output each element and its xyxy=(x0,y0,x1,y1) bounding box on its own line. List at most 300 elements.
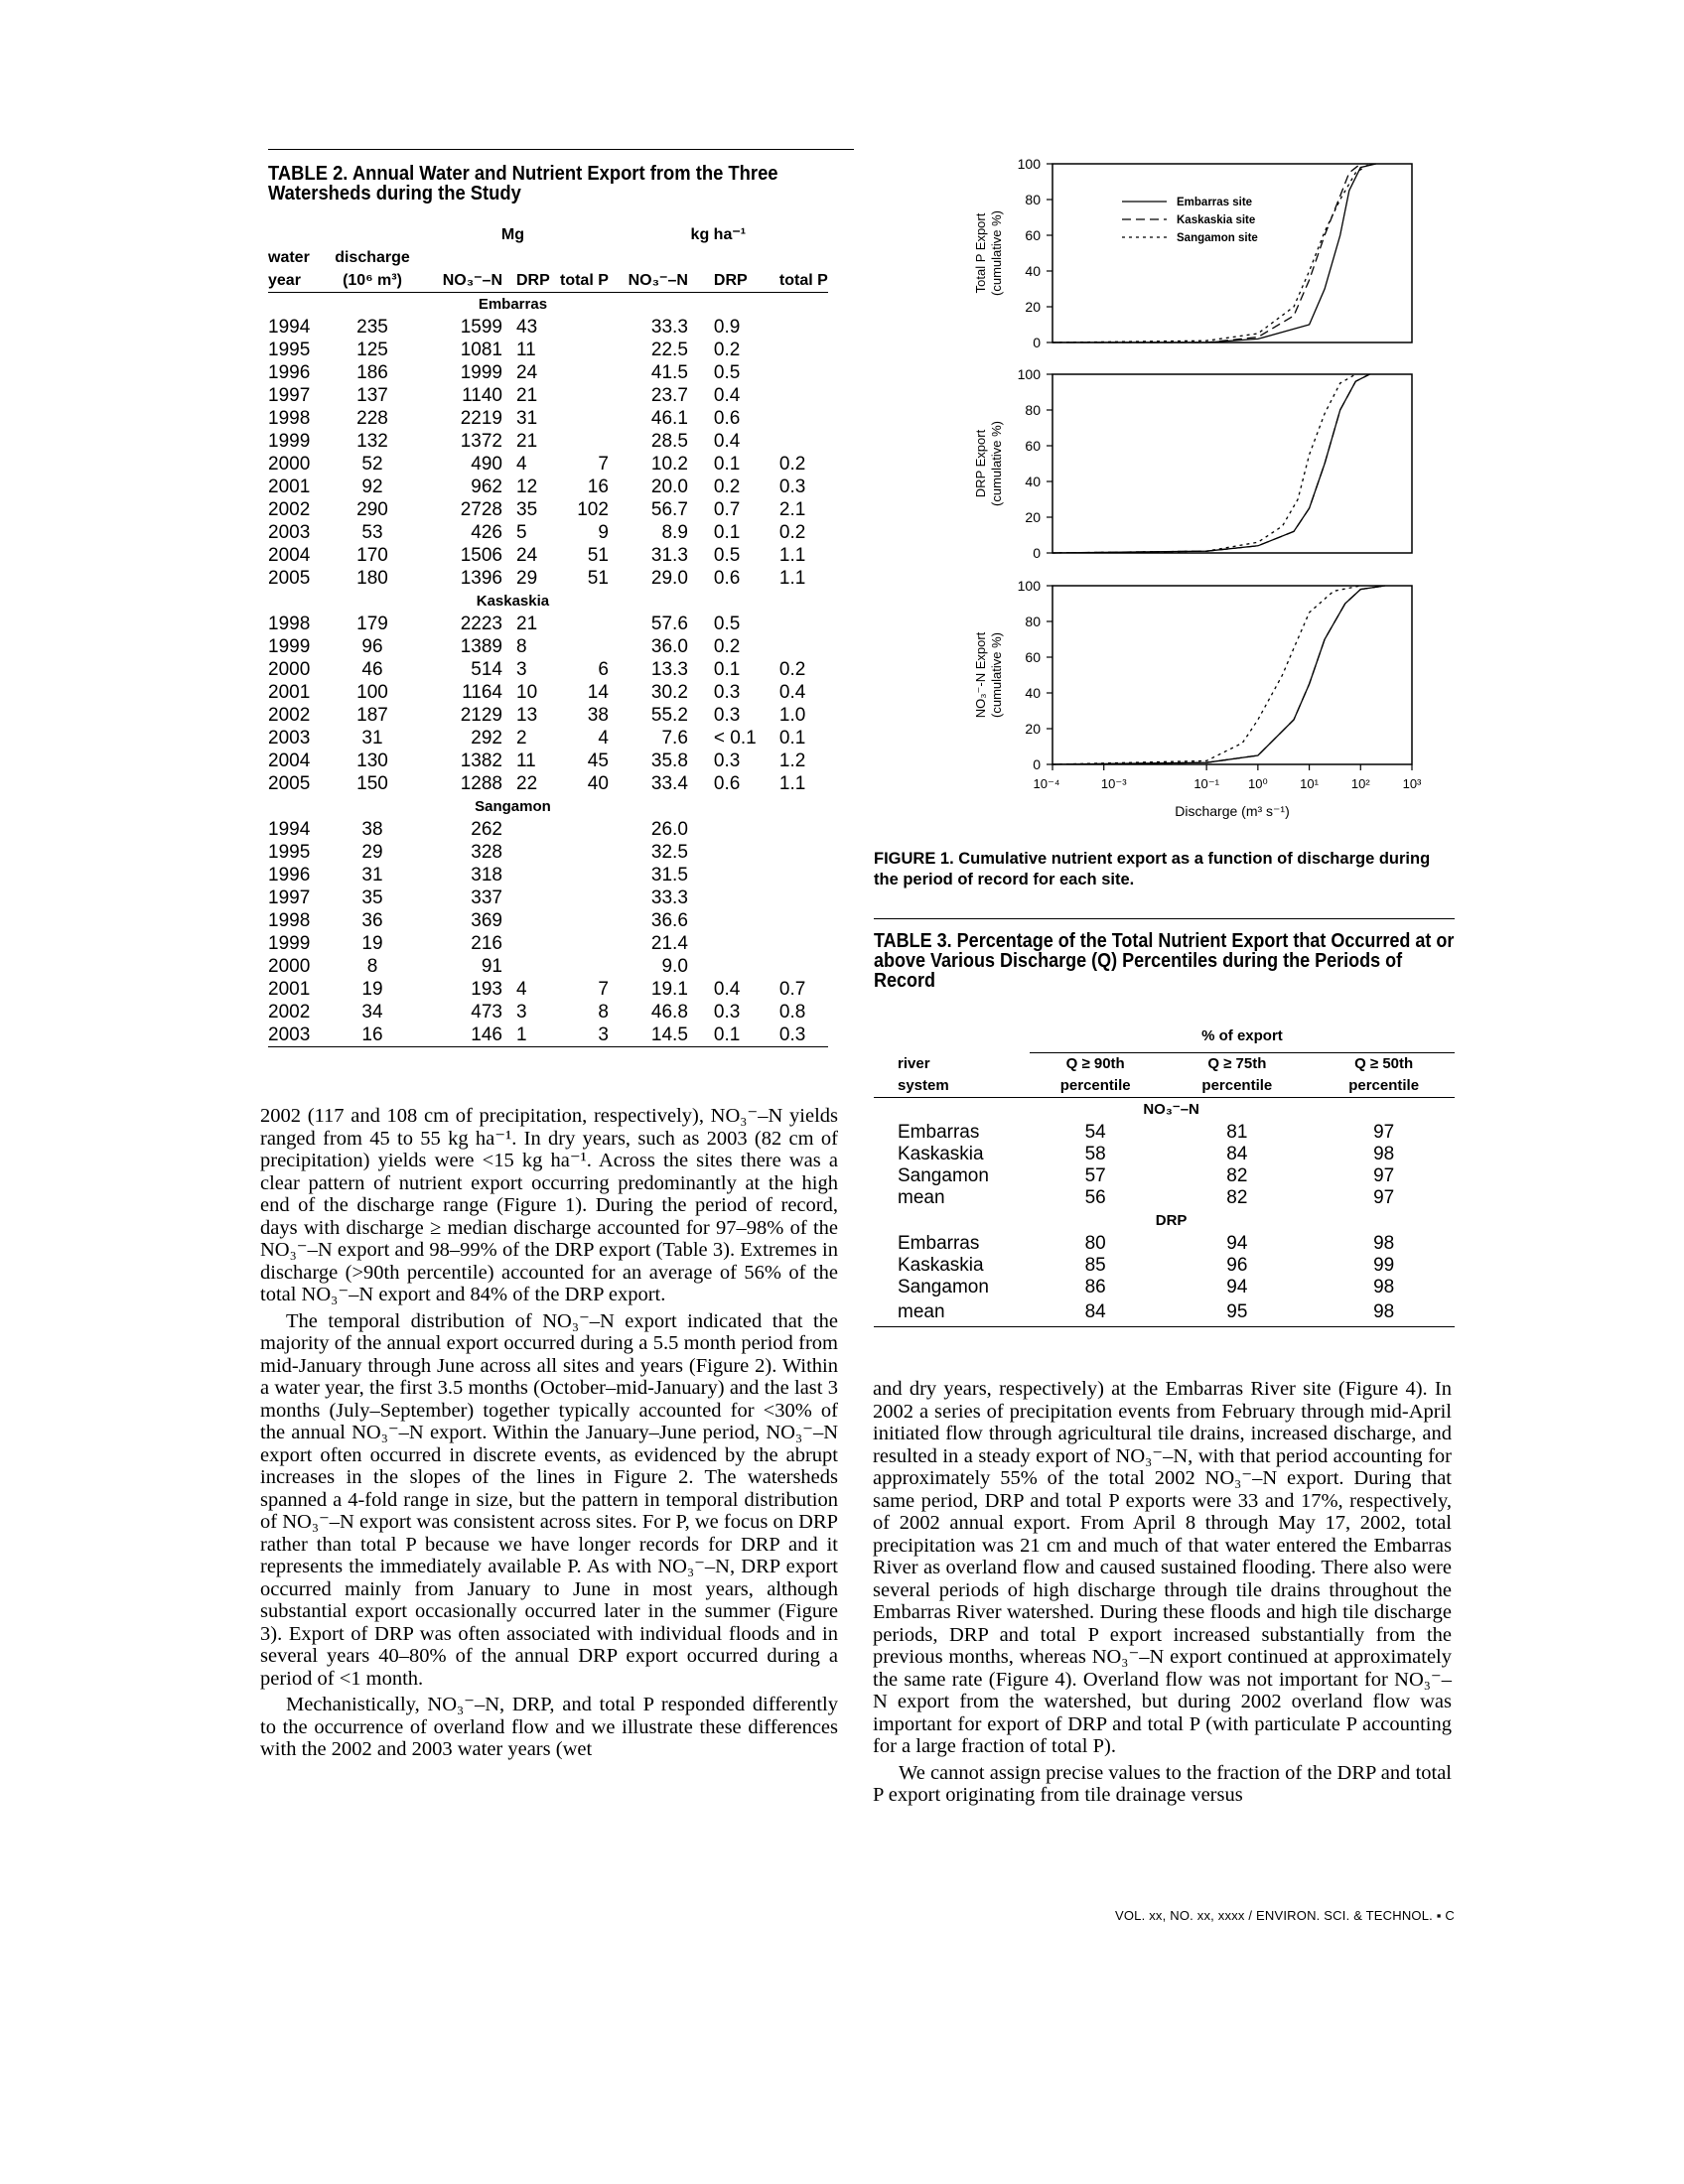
table-cell: 180 xyxy=(356,567,388,589)
table-cell: 0.5 xyxy=(713,613,741,634)
table-cell: 2000 xyxy=(268,658,311,680)
table-cell: 2728 xyxy=(460,498,502,520)
table-cell: 1.1 xyxy=(778,772,806,794)
table-cell: 19.1 xyxy=(650,978,688,1000)
col-system: system xyxy=(874,1075,1030,1098)
table-cell xyxy=(779,635,828,658)
y-tick-label: 20 xyxy=(1025,721,1041,737)
table-cell: 96 xyxy=(361,635,383,657)
y-tick-label: 40 xyxy=(1025,685,1041,701)
table-cell: 1995 xyxy=(268,339,311,360)
table-cell: 1288 xyxy=(460,772,502,794)
table-cell: < 0.1 xyxy=(713,727,757,749)
table-cell: 3 xyxy=(516,658,527,680)
percent-export-header: % of export xyxy=(1030,1021,1455,1053)
table-cell: 10 xyxy=(516,681,538,703)
table-cell xyxy=(508,909,560,932)
table-cell: 30.2 xyxy=(650,681,688,703)
table-cell: 22.5 xyxy=(650,339,688,360)
series-line-embarras-site xyxy=(1052,374,1369,553)
table-cell: 1.1 xyxy=(778,544,806,566)
col-kg-no3n: NO₃⁻–N xyxy=(609,269,700,293)
table-cell xyxy=(508,932,560,955)
table-cell: 13.3 xyxy=(650,658,688,680)
figure-1-caption: FIGURE 1. Cumulative nutrient export as a function of discharge during the period of record for each site. xyxy=(874,850,1431,888)
table-row xyxy=(268,681,828,704)
table-row xyxy=(268,567,828,590)
table-cell: 2129 xyxy=(460,704,502,726)
table-cell: 1998 xyxy=(268,909,311,931)
table-cell: 56.7 xyxy=(650,498,688,520)
table-3-title: TABLE 3. Percentage of the Total Nutrient Export that Occurred at or above Various Discharge (Q) Percentiles during the Periods of Record xyxy=(874,930,1455,992)
table-cell: 58 xyxy=(1084,1144,1106,1164)
table-cell: 28.5 xyxy=(650,430,688,452)
table-cell: 2001 xyxy=(268,978,311,1000)
table-cell xyxy=(779,909,828,932)
table-cell: 0.3 xyxy=(713,1001,741,1023)
y-tick-label: 60 xyxy=(1025,227,1041,243)
group-label: Kaskaskia xyxy=(476,592,550,610)
table-cell xyxy=(560,841,609,864)
table-cell: 328 xyxy=(471,841,502,863)
table-row xyxy=(268,498,828,521)
table-cell: 51 xyxy=(587,567,609,589)
x-tick-label: 10⁻³ xyxy=(1100,776,1127,791)
table-cell: 91 xyxy=(481,955,502,977)
table-cell: 102 xyxy=(577,498,609,520)
table-cell: 0.4 xyxy=(778,681,806,703)
x-tick-label: 10⁻⁴ xyxy=(1033,776,1060,791)
table-row xyxy=(268,932,828,955)
unit-mg: Mg xyxy=(500,225,524,243)
table-cell: 2001 xyxy=(268,476,311,497)
table-cell: 187 xyxy=(356,704,388,726)
table-top-rule xyxy=(268,149,854,150)
paragraph: and dry years, respectively) at the Embarras River site (Figure 4). In 2002 a series of precipitation events from February through mid-April initiated flow through agricultural tile drains, increased discharge, and resulted in a steady export of NO₃⁻–N, with that period accounting for approximately 55% of the total 2002 NO₃⁻–N export. During that same period, DRP and total P exports were 33 and 17%, respectively, of 2002 annual export. From April 8 through May 17, 2002, total precipitation was 21 cm and much of that water entered the Embarras River as overland flow and caused sustained flooding. There also were several periods of high discharge through tile drains throughout the Embarras River watershed. During these floods and high tile discharge periods, DRP and total P export increased substantially from the previous months, whereas NO₃⁻–N export continued at approximately the same rate (Figure 4). Overland flow was not important for NO₃⁻–N export from the watershed, but during 2002 overland flow was important for export of DRP and total P (with particulate P accounting for a large fraction of total P). xyxy=(873,1378,1452,1757)
table-cell: 31 xyxy=(361,727,383,749)
table-cell: 0.1 xyxy=(700,1024,779,1047)
table-cell: 0.3 xyxy=(778,476,806,497)
table-cell: 57 xyxy=(1084,1165,1106,1186)
table-cell: 0.1 xyxy=(713,658,741,680)
table-cell: 96 xyxy=(1226,1255,1248,1276)
table-cell: 2219 xyxy=(460,407,502,429)
table-row xyxy=(874,1233,1455,1255)
table-cell xyxy=(700,887,779,909)
table-row xyxy=(268,818,828,841)
table-top-rule xyxy=(874,918,1455,919)
table-row xyxy=(268,978,828,1001)
table-cell: 34 xyxy=(361,1001,383,1023)
table-2-grid xyxy=(268,223,828,1047)
table-cell: 0.7 xyxy=(713,498,741,520)
series-line-embarras-site xyxy=(1052,164,1376,342)
table-cell: 216 xyxy=(471,932,502,954)
col-mg-no3n: NO₃⁻–N xyxy=(417,269,508,293)
y-tick-label: 40 xyxy=(1025,474,1041,489)
table-cell: 10.2 xyxy=(650,453,688,475)
table-cell: 80 xyxy=(1084,1233,1106,1254)
col-mg-totalp: total P xyxy=(560,269,609,293)
table-cell: 92 xyxy=(361,476,383,497)
unit-kg: kg ha⁻¹ xyxy=(690,225,747,243)
x-tick-label: 10² xyxy=(1350,776,1370,791)
right-column-text xyxy=(873,1378,1452,1807)
table-cell: 1164 xyxy=(462,681,502,703)
table-group-row xyxy=(268,293,828,317)
table-cell: 12 xyxy=(516,476,538,497)
table-cell: 9 xyxy=(598,521,609,543)
table-row xyxy=(268,704,828,727)
table-cell: 29.0 xyxy=(650,567,688,589)
table-row xyxy=(268,384,828,407)
table-row xyxy=(268,521,828,544)
table-cell xyxy=(560,407,609,430)
table-cell: 2003 xyxy=(268,727,311,749)
col-year: year xyxy=(268,269,328,293)
series-line-sangamon-site xyxy=(1052,586,1360,764)
table-cell: 1998 xyxy=(268,613,311,634)
table-cell: 53 xyxy=(361,521,383,543)
table-cell: Kaskaskia xyxy=(898,1144,984,1164)
table-cell xyxy=(779,932,828,955)
table-cell: 35 xyxy=(361,887,383,908)
y-tick-label: 60 xyxy=(1025,438,1041,454)
y-tick-label: 100 xyxy=(1017,156,1041,172)
y-tick-label: 100 xyxy=(1017,578,1041,594)
table-cell xyxy=(779,430,828,453)
series-line-sangamon-site xyxy=(1052,374,1355,553)
table-cell: 46.1 xyxy=(650,407,688,429)
table-cell: 16 xyxy=(587,476,609,497)
table-cell: 262 xyxy=(471,818,502,840)
table-cell: 6 xyxy=(598,658,609,680)
table-cell: 0.6 xyxy=(713,407,741,429)
table-cell: 14 xyxy=(587,681,609,703)
table-row xyxy=(268,841,828,864)
table-row xyxy=(268,864,828,887)
table-cell: 2.1 xyxy=(778,498,806,520)
table-cell: 2002 xyxy=(268,498,311,520)
table-cell: 1372 xyxy=(460,430,502,452)
table-row xyxy=(874,1165,1455,1187)
y-tick-label: 0 xyxy=(1033,335,1041,350)
x-axis-label: Discharge (m³ s⁻¹) xyxy=(1175,803,1290,819)
table-cell: 98 xyxy=(1313,1298,1455,1327)
col-water: water xyxy=(268,248,310,266)
table-cell xyxy=(700,955,779,978)
table-cell: 24 xyxy=(516,361,538,383)
table-cell: 1599 xyxy=(460,316,502,338)
col-kg-drp: DRP xyxy=(700,269,779,293)
table-cell: 7.6 xyxy=(661,727,688,749)
table-cell: 2001 xyxy=(268,681,311,703)
table-cell: 97 xyxy=(1373,1187,1395,1208)
col-q50-sub: percentile xyxy=(1313,1075,1455,1098)
table-cell: 0.2 xyxy=(713,476,741,497)
table-cell: 7 xyxy=(598,453,609,475)
table-cell: 186 xyxy=(356,361,388,383)
series-line-embarras-site xyxy=(1052,586,1385,764)
series-line-kaskaskia-site xyxy=(1052,164,1360,342)
x-tick-label: 10¹ xyxy=(1300,776,1319,791)
table-cell: 35.8 xyxy=(650,750,688,771)
table-cell: 1382 xyxy=(460,750,502,771)
table-cell xyxy=(560,932,609,955)
table-cell: 0.6 xyxy=(713,772,741,794)
panel-frame xyxy=(1052,164,1412,342)
table-cell: 94 xyxy=(1226,1233,1248,1254)
table-cell: 86 xyxy=(1084,1277,1106,1297)
series-line-sangamon-site xyxy=(1052,164,1369,342)
x-tick-label: 10³ xyxy=(1402,776,1422,791)
table-row xyxy=(268,1001,828,1024)
table-cell: 962 xyxy=(471,476,502,497)
table-cell: 473 xyxy=(471,1001,502,1023)
table-cell xyxy=(560,818,609,841)
table-cell: 235 xyxy=(356,316,388,338)
table-cell xyxy=(779,864,828,887)
table-cell: Embarras xyxy=(898,1233,980,1254)
table-cell: 2005 xyxy=(268,772,311,794)
table-cell: 1997 xyxy=(268,887,311,908)
table-cell xyxy=(779,613,828,635)
table-row xyxy=(268,339,828,361)
table-cell xyxy=(779,955,828,978)
figure-1 xyxy=(923,154,1440,849)
table-row xyxy=(268,955,828,978)
col-q50: Q ≥ 50th xyxy=(1354,1055,1414,1072)
table-2 xyxy=(268,149,854,1047)
table-cell: 0.3 xyxy=(779,1024,828,1047)
table-cell: 2003 xyxy=(268,1024,328,1047)
col-river: river xyxy=(898,1054,930,1072)
table-cell: 2223 xyxy=(460,613,502,634)
table-cell xyxy=(779,841,828,864)
table-cell: 150 xyxy=(356,772,388,794)
table-cell: 0.5 xyxy=(713,544,741,566)
table-group-row xyxy=(874,1098,1455,1123)
table-cell: 8 xyxy=(366,955,378,977)
table-cell: 0.2 xyxy=(778,453,806,475)
table-row xyxy=(268,909,828,932)
table-cell: 1389 xyxy=(460,635,502,657)
table-cell: 4 xyxy=(598,727,609,749)
table-row xyxy=(268,407,828,430)
table-cell: 290 xyxy=(356,498,388,520)
table-row xyxy=(874,1277,1455,1298)
table-cell: 0.4 xyxy=(713,384,741,406)
table-cell: 1 xyxy=(508,1024,560,1047)
table-row xyxy=(268,544,828,567)
table-cell: 2 xyxy=(516,727,527,749)
table-cell: 8 xyxy=(598,1001,609,1023)
table-group-row xyxy=(268,590,828,613)
table-group-row xyxy=(874,1209,1455,1233)
y-axis-label: (cumulative %) xyxy=(989,632,1004,718)
table-cell: 36 xyxy=(361,909,383,931)
table-cell: 1506 xyxy=(460,544,502,566)
y-axis-label: Total P Export xyxy=(973,212,988,294)
y-tick-label: 20 xyxy=(1025,509,1041,525)
table-cell: 13 xyxy=(516,704,538,726)
table-cell: 179 xyxy=(356,613,388,634)
table-cell: 98 xyxy=(1373,1277,1395,1297)
legend-entry: Kaskaskia site xyxy=(1177,214,1256,226)
col-q90-sub: percentile xyxy=(1030,1075,1161,1098)
table-cell: 23.7 xyxy=(650,384,688,406)
table-cell: 36.6 xyxy=(650,909,688,931)
table-cell: 1994 xyxy=(268,316,311,338)
table-cell: 137 xyxy=(356,384,388,406)
table-cell: 85 xyxy=(1084,1255,1106,1276)
panel-frame xyxy=(1052,374,1412,553)
table-cell xyxy=(508,864,560,887)
table-cell: 132 xyxy=(356,430,388,452)
col-q75: Q ≥ 75th xyxy=(1207,1055,1267,1072)
table-cell: 19 xyxy=(361,978,383,1000)
table-row xyxy=(874,1144,1455,1165)
panel-frame xyxy=(1052,586,1412,764)
table-cell: 40 xyxy=(587,772,609,794)
table-row xyxy=(268,658,828,681)
table-cell: 2000 xyxy=(268,453,311,475)
table-cell: 1081 xyxy=(460,339,502,360)
table-row xyxy=(268,750,828,772)
table-cell: 38 xyxy=(361,818,383,840)
table-cell: 1.0 xyxy=(778,704,806,726)
table-cell: 31.5 xyxy=(650,864,688,886)
table-cell: 45 xyxy=(587,750,609,771)
table-cell: 36.0 xyxy=(650,635,688,657)
table-cell: 0.1 xyxy=(713,521,741,543)
table-cell: 21.4 xyxy=(650,932,688,954)
table-cell: 51 xyxy=(587,544,609,566)
table-cell: 1996 xyxy=(268,864,311,886)
table-cell: 337 xyxy=(471,887,502,908)
y-tick-label: 60 xyxy=(1025,649,1041,665)
table-cell: 57.6 xyxy=(650,613,688,634)
y-tick-label: 40 xyxy=(1025,263,1041,279)
table-cell: 19 xyxy=(361,932,383,954)
table-cell xyxy=(508,887,560,909)
table-cell: 33.3 xyxy=(650,887,688,908)
col-discharge-unit: (10⁶ m³) xyxy=(328,269,417,293)
table-cell: 0.3 xyxy=(713,704,741,726)
table-row xyxy=(874,1255,1455,1277)
table-cell: 98 xyxy=(1373,1233,1395,1254)
table-cell: Kaskaskia xyxy=(898,1255,984,1276)
group-label: Sangamon xyxy=(475,797,551,815)
table-cell: 1.2 xyxy=(778,750,806,771)
col-kg-totalp: total P xyxy=(779,269,828,293)
table-cell: 0.2 xyxy=(713,339,741,360)
table-cell: 426 xyxy=(471,521,502,543)
table-cell xyxy=(560,613,609,635)
group-label: NO₃⁻–N xyxy=(1143,1101,1199,1118)
table-cell xyxy=(700,864,779,887)
table-cell: 11 xyxy=(516,339,536,360)
table-cell: 0.2 xyxy=(778,658,806,680)
table-cell: 82 xyxy=(1226,1165,1248,1186)
table-cell xyxy=(560,339,609,361)
table-cell: 1999 xyxy=(268,430,311,452)
table-cell: 514 xyxy=(471,658,502,680)
table-cell xyxy=(560,635,609,658)
table-cell: 7 xyxy=(598,978,609,1000)
table-cell: 16 xyxy=(328,1024,417,1047)
table-cell: 490 xyxy=(471,453,502,475)
table-cell: 33.3 xyxy=(650,316,688,338)
y-axis-label: NO₃⁻-N Export xyxy=(973,631,988,719)
table-cell: 228 xyxy=(356,407,388,429)
table-cell xyxy=(700,841,779,864)
table-cell: 1999 xyxy=(460,361,502,383)
table-cell xyxy=(779,818,828,841)
table-row xyxy=(268,613,828,635)
table-cell: 2004 xyxy=(268,750,311,771)
table-cell xyxy=(779,407,828,430)
table-cell: 20.0 xyxy=(650,476,688,497)
table-row xyxy=(268,361,828,384)
table-cell: 1999 xyxy=(268,635,311,657)
x-tick-label: 10⁻¹ xyxy=(1193,776,1219,791)
table-row xyxy=(268,772,828,795)
table-cell: 0.5 xyxy=(713,361,741,383)
table-3-grid xyxy=(874,1021,1455,1327)
paragraph: The temporal distribution of NO₃⁻–N export indicated that the majority of the annual export occurred during a 5.5 month period from mid-January through June across all sites and years (Figure 2). Within a water year, the first 3.5 months (October–mid-January) and the last 3 months (July–September) together typically accounted for <30% of the annual NO₃⁻–N export. Within the January–June period, NO₃⁻–N export often occurred in discrete events, as evidenced by the abrupt increases in the slopes of the lines in Figure 2. The watersheds spanned a 4-fold range in size, but the pattern in temporal distribution of NO₃⁻–N export was consistent across sites. For P, we focus on DRP rather than total P because we have longer records for DRP and it represents the immediately available P. As with NO₃⁻–N, DRP export occurred mainly from January to June in most years, although substantial export occasionally occurred later in the summer (Figure 3). Export of DRP was often associated with individual floods and in several years 40–80% of the annual DRP export occurred during a period of <1 month. xyxy=(260,1309,838,1690)
table-cell: 94 xyxy=(1226,1277,1248,1297)
y-tick-label: 20 xyxy=(1025,299,1041,315)
col-q90: Q ≥ 90th xyxy=(1065,1055,1125,1072)
table-cell xyxy=(779,316,828,339)
table-row xyxy=(268,887,828,909)
table-row xyxy=(268,1024,828,1047)
table-cell: 0.3 xyxy=(713,750,741,771)
table-cell: 5 xyxy=(516,521,527,543)
table-cell: 97 xyxy=(1373,1122,1395,1143)
table-cell: 24 xyxy=(516,544,538,566)
table-cell: 0.6 xyxy=(713,567,741,589)
table-cell: 84 xyxy=(1226,1144,1248,1164)
table-cell: 1995 xyxy=(268,841,311,863)
table-cell xyxy=(560,384,609,407)
table-cell xyxy=(700,932,779,955)
table-cell: 1999 xyxy=(268,932,311,954)
table-cell xyxy=(508,841,560,864)
table-cell: 2003 xyxy=(268,521,311,543)
table-cell: 11 xyxy=(516,750,536,771)
table-cell: 8 xyxy=(516,635,527,657)
table-row xyxy=(268,727,828,750)
table-cell: 170 xyxy=(356,544,388,566)
table-cell: 125 xyxy=(356,339,388,360)
figure-1-chart xyxy=(923,154,1440,849)
y-axis-label: DRP Export xyxy=(973,429,988,498)
table-cell xyxy=(560,955,609,978)
table-cell: 21 xyxy=(516,384,538,406)
table-cell: 35 xyxy=(516,498,538,520)
table-cell: 2002 xyxy=(268,704,311,726)
paragraph: We cannot assign precise values to the fraction of the DRP and total P export originating from tile drainage versus xyxy=(873,1761,1452,1806)
table-cell: 1140 xyxy=(462,384,502,406)
table-cell xyxy=(700,818,779,841)
table-cell: 318 xyxy=(471,864,502,886)
table-row xyxy=(874,1298,1455,1327)
table-cell: 84 xyxy=(1030,1298,1161,1327)
table-cell: 0.4 xyxy=(713,430,741,452)
table-cell xyxy=(779,339,828,361)
